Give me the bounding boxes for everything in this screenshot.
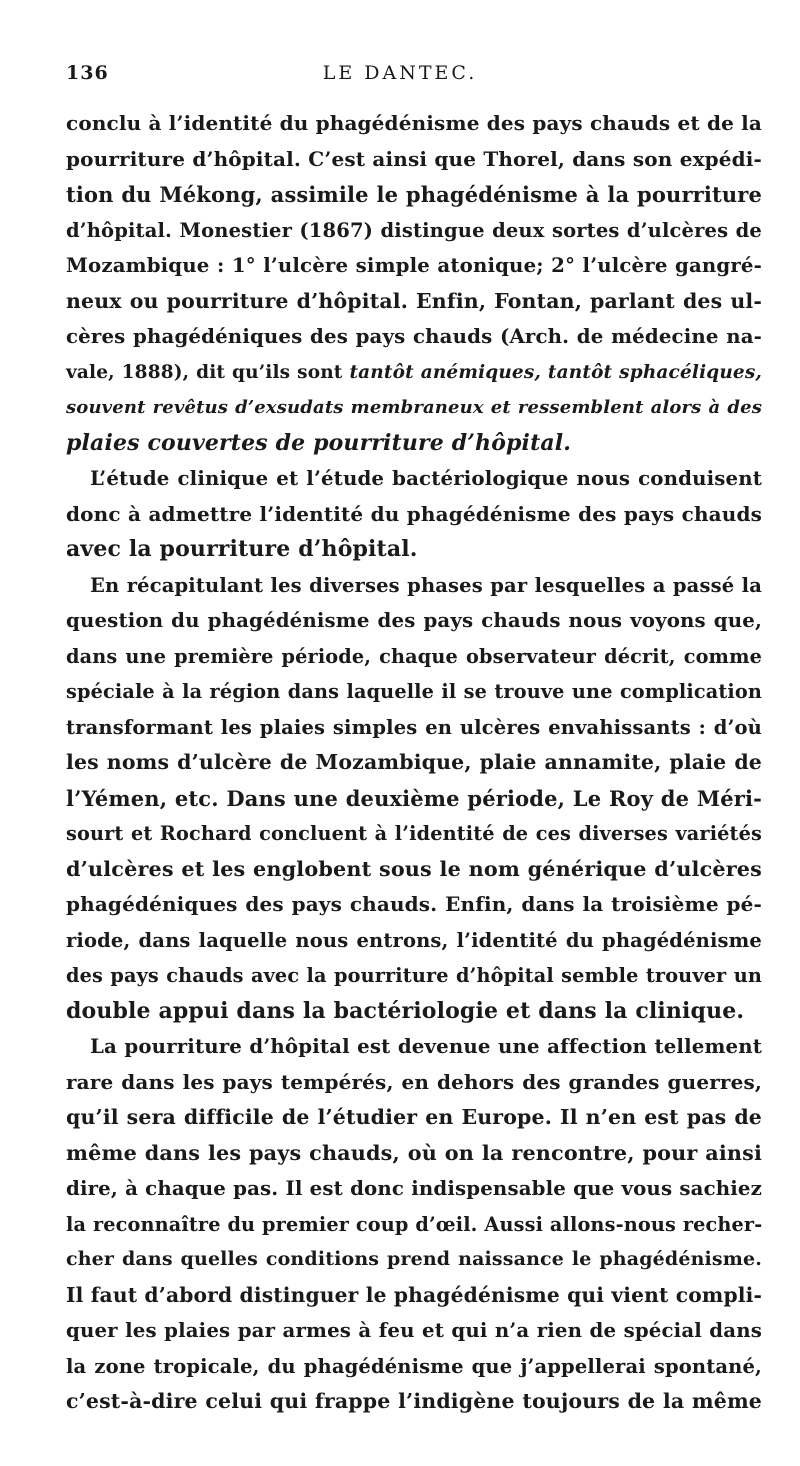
text-line: la reconnaître du premier coup d’œil. Aussi allons-nous recher-	[66, 1212, 763, 1236]
body-text	[66, 106, 762, 1420]
text-line: transformant les plaies simples en ulcères envahissants : d’où	[66, 715, 762, 739]
page-header	[66, 62, 734, 92]
text-line: riode, dans laquelle nous entrons, l’identité du phagédénisme	[66, 928, 762, 952]
text-line: question du phagédénisme des pays chauds nous voyons que,	[66, 608, 762, 632]
text-line: tion du Mékong, assimile le phagédénisme à la pourriture	[66, 182, 762, 207]
text-line: cher dans quelles conditions prend naissance le phagédénisme.	[66, 1248, 762, 1270]
running-head: LE DANTEC.	[322, 62, 478, 84]
text-line: cères phagédéniques des pays chauds (Arch. de médecine na-	[66, 324, 762, 348]
text-line: Il faut d’abord distinguer le phagédénisme qui vient compli-	[66, 1282, 762, 1307]
text-line: les noms d’ulcère de Mozambique, plaie annamite, plaie de	[66, 750, 762, 774]
text-line: dire, à chaque pas. Il est donc indispensable que vous sachiez	[66, 1176, 762, 1200]
text-line: donc à admettre l’identité du phagédénisme des pays chauds	[66, 501, 762, 526]
text-line: sourt et Rochard concluent à l’identité de ces diverses variétés	[66, 822, 762, 845]
text-line: c’est-à-dire celui qui frappe l’indigène toujours de la même	[66, 1389, 762, 1413]
text-line: rare dans les pays tempérés, en dehors des grandes guerres,	[66, 1069, 762, 1094]
text-line: quer les plaies par armes à feu et qui n’a rien de spécial dans	[66, 1318, 762, 1342]
text-line: Mozambique : 1° l’ulcère simple atonique; 2° l’ulcère gangré-	[66, 253, 762, 277]
paragraph-start: L’étude clinique et l’étude bactériologique nous conduisent	[90, 466, 762, 490]
text-line: la zone tropicale, du phagédénisme que j’appellerai spontané,	[66, 1354, 762, 1378]
paragraph-start: En récapitulant les diverses phases par lesquelles a passé la	[90, 573, 762, 597]
text-line: des pays chauds avec la pourriture d’hôpital semble trouver un	[66, 964, 762, 987]
paragraph-start: La pourriture d’hôpital est devenue une affection tellement	[90, 1034, 762, 1058]
text-line: double appui dans la bactériologie et dans la clinique.	[66, 997, 745, 1024]
text-line: même dans les pays chauds, où on la rencontre, pour ainsi	[66, 1140, 762, 1165]
text-line: qu’il sera difficile de l’étudier en Europe. Il n’en est pas de	[66, 1105, 762, 1129]
page-number: 136	[66, 62, 109, 84]
italic-citation-line: plaies couvertes de pourriture d’hôpital.	[66, 429, 572, 456]
text-line: spéciale à la région dans laquelle il se trouve une complication	[66, 680, 762, 703]
text-line: d’ulcères et les englobent sous le nom générique d’ulcères	[66, 856, 762, 881]
text-line: phagédéniques des pays chauds. Enfin, dans la troisième pé-	[66, 892, 762, 916]
text-line: l’Yémen, etc. Dans une deuxième période, Le Roy de Méri-	[66, 785, 762, 811]
italic-citation: tantôt anémiques, tantôt sphacéliques,	[349, 361, 763, 383]
text-line: dans une première période, chaque observateur décrit, comme	[66, 644, 762, 668]
text-line: d’hôpital. Monestier (1867) distingue deux sortes d’ulcères de	[66, 218, 762, 242]
text-line: conclu à l’identité du phagédénisme des pays chauds et de la	[66, 111, 762, 135]
text-line: pourriture d’hôpital. C’est ainsi que Thorel, dans son expédi-	[66, 146, 762, 171]
text-line: avec la pourriture d’hôpital.	[66, 536, 418, 562]
text-segment: vale, 1888), dit qu’ils sont	[66, 361, 343, 383]
text-line-with-italic	[66, 355, 762, 391]
text-line: neux ou pourriture d’hôpital. Enfin, Fontan, parlant des ul-	[66, 288, 762, 313]
italic-citation-line: souvent revêtus d’exsudats membraneux et ressemblent alors à des	[66, 397, 762, 418]
